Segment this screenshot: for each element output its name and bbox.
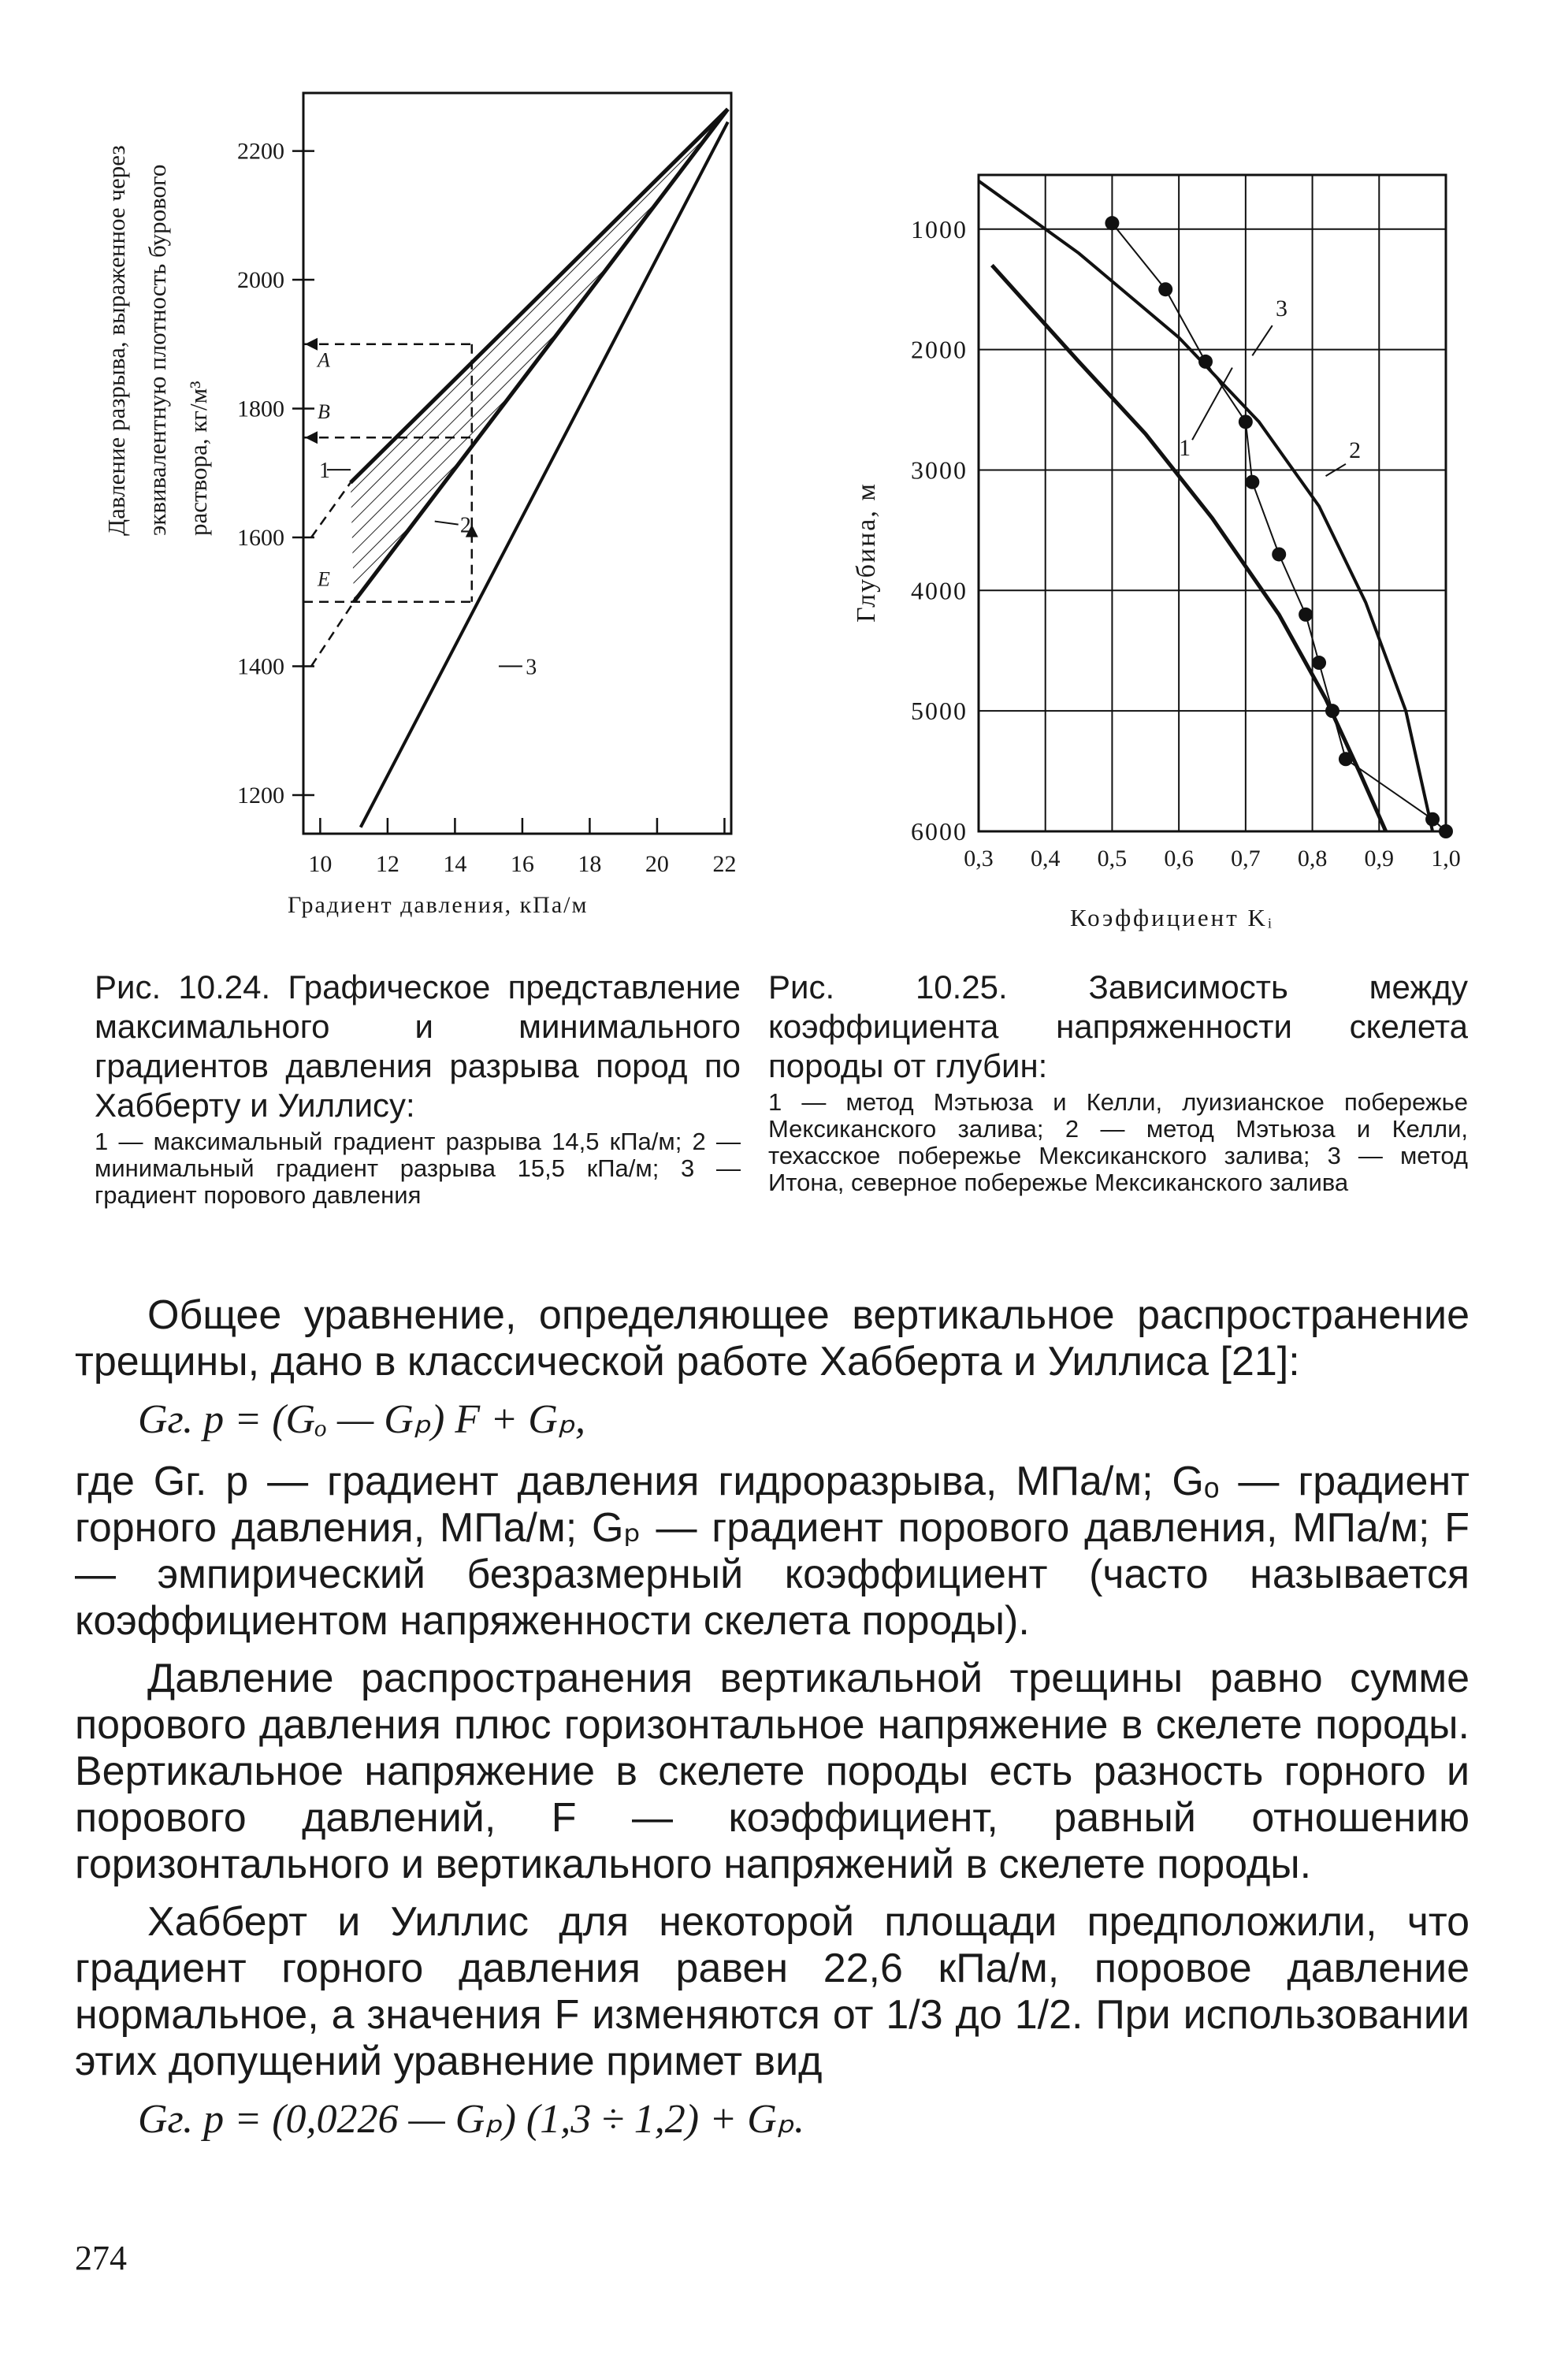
y-axis-label-line-1: Давление разрыва, выраженное через (102, 145, 130, 536)
caption-figure-10-25 (768, 968, 1468, 1196)
x-tick-label: 0,6 (1164, 846, 1194, 872)
data-point (1239, 414, 1253, 429)
plot-area (237, 93, 736, 877)
data-point (1105, 216, 1119, 230)
y-axis-label: Глубина, м (852, 482, 881, 623)
curve-label-2: 2 (1349, 437, 1362, 464)
paragraph-4: Хабберт и Уиллис для некоторой площади предположили, что градиент горного давления равен 22,6 кПа/м, поровое давление нормальное, а значения F изменяются от 1/3 до 1/2. При использовании этих допущений уравнение примет вид (75, 1899, 1470, 2084)
y-tick-label: 2200 (237, 138, 284, 165)
x-tick-label: 10 (308, 851, 333, 877)
x-tick-label: 16 (510, 851, 534, 877)
x-tick-label: 22 (712, 851, 737, 877)
data-point (1339, 752, 1353, 766)
x-tick-label: 20 (645, 851, 669, 877)
caption-legend: 1 — максимальный градиент разрыва 14,5 кПа/м; 2 — минимальный градиент разрыва 15,5 кПа/м; 3 — градиент порового давления (95, 1128, 741, 1209)
x-tick-label: 0,3 (964, 846, 994, 872)
y-tick-label: 2000 (911, 335, 968, 364)
y-tick-label: 1400 (237, 653, 284, 680)
leader-3 (1252, 325, 1272, 355)
series-line-1 (354, 109, 728, 601)
body-text (75, 1292, 1470, 2158)
y-axis-label (102, 145, 212, 536)
x-tick-label: 12 (375, 851, 399, 877)
caption-figure-10-24 (95, 968, 741, 1209)
curve-label-2: 2 (459, 513, 471, 538)
y-tick-label: 1600 (237, 525, 284, 551)
paragraph-2: где Gг. р — градиент давления гидроразрыва, МПа/м; Gₒ — градиент горного давления, МПа/м; Gₚ — градиент порового давления, МПа/м; F — эмпирический безразмерный коэффициент (часто называется коэффициентом напряженности скелета породы). (75, 1459, 1470, 1644)
caption-title: Рис. 10.25. Зависимость между коэффициента напряженности скелета породы от глубин: (768, 968, 1468, 1084)
x-axis-label: Коэффициент Kᵢ (1070, 904, 1274, 931)
series-line-2 (979, 181, 1432, 831)
plot-area (911, 175, 1461, 872)
x-axis-label: Градиент давления, кПа/м (288, 892, 589, 918)
data-point (1198, 355, 1213, 369)
leader-1 (1192, 368, 1232, 440)
y-tick-label: 4000 (911, 576, 968, 605)
point-label-b: B (318, 400, 330, 423)
y-tick-label: 2000 (237, 267, 284, 294)
data-point (1245, 475, 1259, 489)
plot-frame (979, 175, 1446, 831)
curve-label-3: 3 (526, 655, 537, 680)
y-axis-label-line-3: раствора, кг/м³ (184, 381, 212, 536)
data-point (1299, 608, 1313, 622)
caption-legend: 1 — метод Мэтьюза и Келли, луизианское побережье Мексиканского залива; 2 — метод Мэтьюза и Келли, техасское побережье Мексиканского залива; 3 — метод Итона, северное побережье Мексиканского залива (768, 1088, 1468, 1196)
data-point (1425, 812, 1440, 827)
x-tick-label: 0,9 (1364, 846, 1395, 872)
data-point (1325, 704, 1339, 718)
x-tick-label: 0,8 (1297, 846, 1328, 872)
curve-label-1: 1 (1179, 435, 1191, 462)
y-tick-label: 1200 (237, 782, 284, 808)
series-line-2 (351, 109, 728, 482)
point-label-e: E (318, 567, 330, 591)
page-number: 274 (75, 2239, 127, 2277)
data-point (1312, 656, 1326, 670)
x-tick-label: 0,7 (1231, 846, 1261, 872)
paragraph-1: Общее уравнение, определяющее вертикальное распространение трещины, дано в классической работе Хабберта и Уиллиса [21]: (75, 1292, 1470, 1385)
formula-2: Gг. р = (0,0226 — Gₚ) (1,3 ÷ 1,2) + Gₚ. (138, 2097, 805, 2142)
x-tick-label: 1,0 (1431, 846, 1461, 872)
leader-2 (435, 522, 459, 525)
guide-extension-2 (311, 483, 351, 537)
formula-1: Gг. р = (Gₒ — Gₚ) F + Gₚ, (138, 1397, 586, 1442)
x-tick-label: 14 (443, 851, 467, 877)
arrow-a (305, 338, 318, 351)
caption-title: Рис. 10.24. Графическое представление максимального и минимального градиентов давления разрыва пород по Хабберту и Уиллису: (95, 968, 741, 1124)
guide-extension-1 (311, 602, 354, 667)
y-tick-label: 1800 (237, 396, 284, 422)
curve-label-1: 1 (319, 459, 330, 484)
y-tick-label: 6000 (911, 817, 968, 846)
point-label-a: A (318, 348, 330, 372)
x-tick-label: 18 (578, 851, 602, 877)
x-tick-label: 0,4 (1030, 846, 1061, 872)
y-tick-label: 1000 (911, 214, 968, 243)
arrow-b (305, 431, 318, 444)
y-tick-label: 3000 (911, 455, 968, 485)
figure-10-25 (788, 0, 1568, 961)
data-point (1439, 824, 1453, 838)
y-tick-label: 5000 (911, 697, 968, 726)
paragraph-3: Давление распространения вертикальной трещины равно сумме порового давления плюс горизонтальное напряжение в скелете породы. Вертикальное напряжение в скелете породы есть разность горного и порового давлений, F — коэффициент, равный отношению горизонтального и вертикального напряжений в скелете породы. (75, 1656, 1470, 1887)
figure-10-24 (0, 0, 788, 961)
data-point (1158, 282, 1172, 296)
data-point (1272, 547, 1286, 561)
y-axis-label-line-2: эквивалентную плотность бурового (143, 164, 171, 536)
curve-label-3: 3 (1275, 295, 1287, 322)
x-tick-label: 0,5 (1097, 846, 1128, 872)
